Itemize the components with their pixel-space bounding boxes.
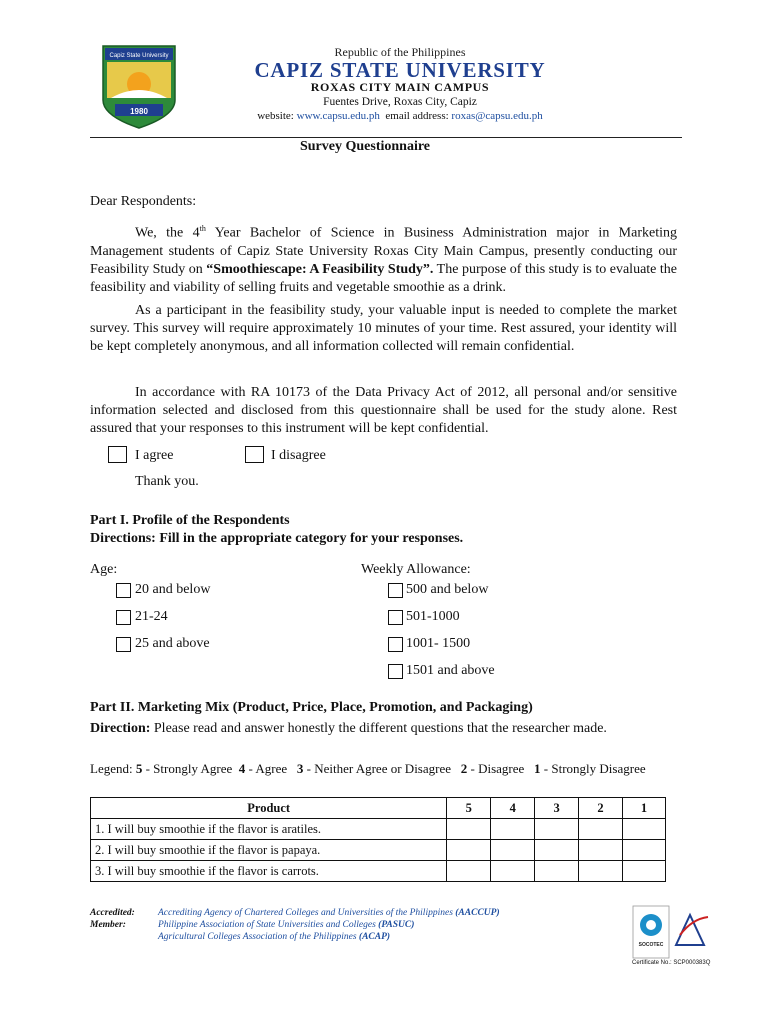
disagree-label: I disagree bbox=[271, 448, 326, 463]
legend-text-1: - Strongly Disagree bbox=[540, 761, 646, 776]
allowance-label: Weekly Allowance: bbox=[361, 562, 471, 577]
accredited-text: Accrediting Agency of Chartered Colleges and Universities of the Philippines bbox=[158, 908, 456, 918]
salutation: Dear Respondents: bbox=[90, 194, 197, 209]
university-logo bbox=[101, 44, 177, 130]
legend-num-4: 4 bbox=[238, 761, 246, 776]
logo-text: Capiz State University bbox=[109, 53, 169, 59]
email-link[interactable]: roxas@capsu.edu.ph bbox=[451, 110, 543, 122]
rating-legend bbox=[90, 760, 677, 778]
legend-text-4: - Agree bbox=[245, 761, 297, 776]
accredited-org bbox=[158, 908, 500, 918]
rating-cell[interactable] bbox=[491, 819, 535, 840]
legend-text-2: - Disagree bbox=[467, 761, 535, 776]
rating-cell[interactable] bbox=[447, 840, 491, 861]
study-title: “Smoothiescape: A Feasibility Study”. bbox=[206, 261, 434, 277]
rating-cell[interactable] bbox=[579, 861, 623, 882]
intro-sup: th bbox=[199, 224, 206, 233]
certification-badges bbox=[632, 905, 712, 961]
rating-cell[interactable] bbox=[447, 819, 491, 840]
table-row bbox=[91, 861, 666, 882]
question-cell: 1. I will buy smoothie if the flavor is aratiles. bbox=[91, 819, 447, 840]
col-header-2: 2 bbox=[579, 798, 623, 819]
rating-cell[interactable] bbox=[535, 819, 579, 840]
legend-num-5: 5 bbox=[135, 761, 143, 776]
part2-direction bbox=[90, 721, 607, 737]
direction-label: Direction: bbox=[90, 721, 151, 736]
disagree-checkbox[interactable] bbox=[245, 446, 264, 463]
paragraph-intro bbox=[90, 220, 677, 297]
age-checkbox-2[interactable] bbox=[116, 610, 131, 625]
member2-abbr: (ACAP) bbox=[358, 932, 391, 942]
allowance-option-1: 500 and below bbox=[406, 582, 489, 597]
website-label: website: bbox=[257, 110, 294, 122]
address-line: Fuentes Drive, Roxas City, Capiz bbox=[323, 96, 477, 108]
question-cell: 3. I will buy smoothie if the flavor is carrots. bbox=[91, 861, 447, 882]
legend-num-1: 1 bbox=[534, 761, 541, 776]
age-option-3: 25 and above bbox=[135, 636, 210, 651]
member2-text: Agricultural Colleges Association of the Philippines bbox=[158, 932, 359, 942]
intro-text-a: We, the 4 bbox=[135, 225, 200, 241]
certificate-number: Certificate No.: SCP000383Q bbox=[632, 960, 711, 966]
allowance-checkbox-4[interactable] bbox=[388, 664, 403, 679]
page-title: Survey Questionnaire bbox=[299, 139, 431, 154]
rating-cell[interactable] bbox=[623, 819, 666, 840]
direction-text: Please read and answer honestly the different questions that the researcher made. bbox=[150, 721, 607, 736]
table-header-row bbox=[91, 798, 666, 819]
member-org-1 bbox=[158, 920, 414, 930]
paragraph-participation: As a participant in the feasibility study, your valuable input is needed to complete the market survey. This survey will require approximately 10 minutes of your time. Rest assured, your identity will be kept completely anonymous, and all information collected will remain confidential. bbox=[90, 303, 677, 354]
part2-heading: Part II. Marketing Mix (Product, Price, Place, Promotion, and Packaging) bbox=[90, 700, 533, 715]
republic-line: Republic of the Philippines bbox=[334, 45, 466, 59]
question-cell: 2. I will buy smoothie if the flavor is papaya. bbox=[91, 840, 447, 861]
age-label: Age: bbox=[90, 562, 118, 577]
website-link[interactable]: www.capsu.edu.ph bbox=[296, 110, 380, 122]
age-option-2: 21-24 bbox=[135, 609, 168, 624]
legend-label: Legend: bbox=[90, 761, 136, 776]
allowance-checkbox-1[interactable] bbox=[388, 583, 403, 598]
intro-text-b: Year Bachelor of Science in Business Administration major in Marketing Management students of Capiz State University Roxas City Main Campus, presently conducting our Feasibility Study on bbox=[90, 225, 677, 277]
age-option-1: 20 and below bbox=[135, 582, 211, 597]
member-org-2 bbox=[158, 932, 390, 942]
allowance-option-2: 501-1000 bbox=[406, 609, 460, 624]
member-label: Member: bbox=[90, 920, 126, 930]
header-divider bbox=[90, 137, 682, 138]
member1-abbr: (PASUC) bbox=[378, 920, 415, 930]
member1-text: Philippine Association of State Universities and Colleges bbox=[158, 920, 379, 930]
socotec-text: SOCOTEC bbox=[638, 942, 664, 948]
legend-num-2: 2 bbox=[460, 761, 468, 776]
rating-cell[interactable] bbox=[447, 861, 491, 882]
campus-name: ROXAS CITY MAIN CAMPUS bbox=[310, 80, 490, 94]
age-checkbox-3[interactable] bbox=[116, 637, 131, 652]
col-header-1: 1 bbox=[623, 798, 666, 819]
accredited-abbr: (AACCUP) bbox=[455, 908, 500, 918]
thank-you: Thank you. bbox=[135, 474, 199, 489]
col-header-4: 4 bbox=[491, 798, 535, 819]
part1-heading: Part I. Profile of the Respondents bbox=[90, 513, 290, 528]
rating-cell[interactable] bbox=[579, 819, 623, 840]
legend-text-3: - Neither Agree or Disagree bbox=[303, 761, 461, 776]
age-checkbox-1[interactable] bbox=[116, 583, 131, 598]
allowance-checkbox-3[interactable] bbox=[388, 637, 403, 652]
accredited-label: Accredited: bbox=[90, 908, 135, 918]
rating-cell[interactable] bbox=[535, 861, 579, 882]
rating-cell[interactable] bbox=[491, 861, 535, 882]
rating-cell[interactable] bbox=[579, 840, 623, 861]
rating-cell[interactable] bbox=[623, 861, 666, 882]
allowance-option-4: 1501 and above bbox=[406, 663, 495, 678]
logo-year: 1980 bbox=[130, 107, 148, 116]
rating-cell[interactable] bbox=[623, 840, 666, 861]
paragraph-privacy: In accordance with RA 10173 of the Data Privacy Act of 2012, all personal and/or sensitive information selected and disclosed from this questionnaire shall be used for the study alone. Rest assured that your responses to this instrument will be kept confidential. bbox=[90, 385, 677, 436]
contact-line bbox=[190, 110, 610, 122]
allowance-checkbox-2[interactable] bbox=[388, 610, 403, 625]
allowance-option-3: 1001- 1500 bbox=[406, 636, 471, 651]
col-header-5: 5 bbox=[447, 798, 491, 819]
rating-cell[interactable] bbox=[535, 840, 579, 861]
table-row bbox=[91, 819, 666, 840]
product-rating-table bbox=[90, 797, 666, 882]
col-header-3: 3 bbox=[535, 798, 579, 819]
intro-text-c: The purpose of this study is to evaluate the feasibility and viability of selling fruits and vegetable smoothie as a drink. bbox=[90, 261, 677, 295]
part1-directions: Directions: Fill in the appropriate category for your responses. bbox=[90, 531, 464, 546]
legend-num-3: 3 bbox=[296, 761, 304, 776]
agree-checkbox[interactable] bbox=[108, 446, 127, 463]
col-header-product: Product bbox=[91, 798, 447, 819]
agree-label: I agree bbox=[135, 448, 174, 463]
university-name: CAPIZ STATE UNIVERSITY bbox=[254, 58, 546, 82]
rating-cell[interactable] bbox=[491, 840, 535, 861]
legend-text-5: - Strongly Agree bbox=[142, 761, 239, 776]
table-row bbox=[91, 840, 666, 861]
email-label: email address: bbox=[385, 110, 449, 122]
